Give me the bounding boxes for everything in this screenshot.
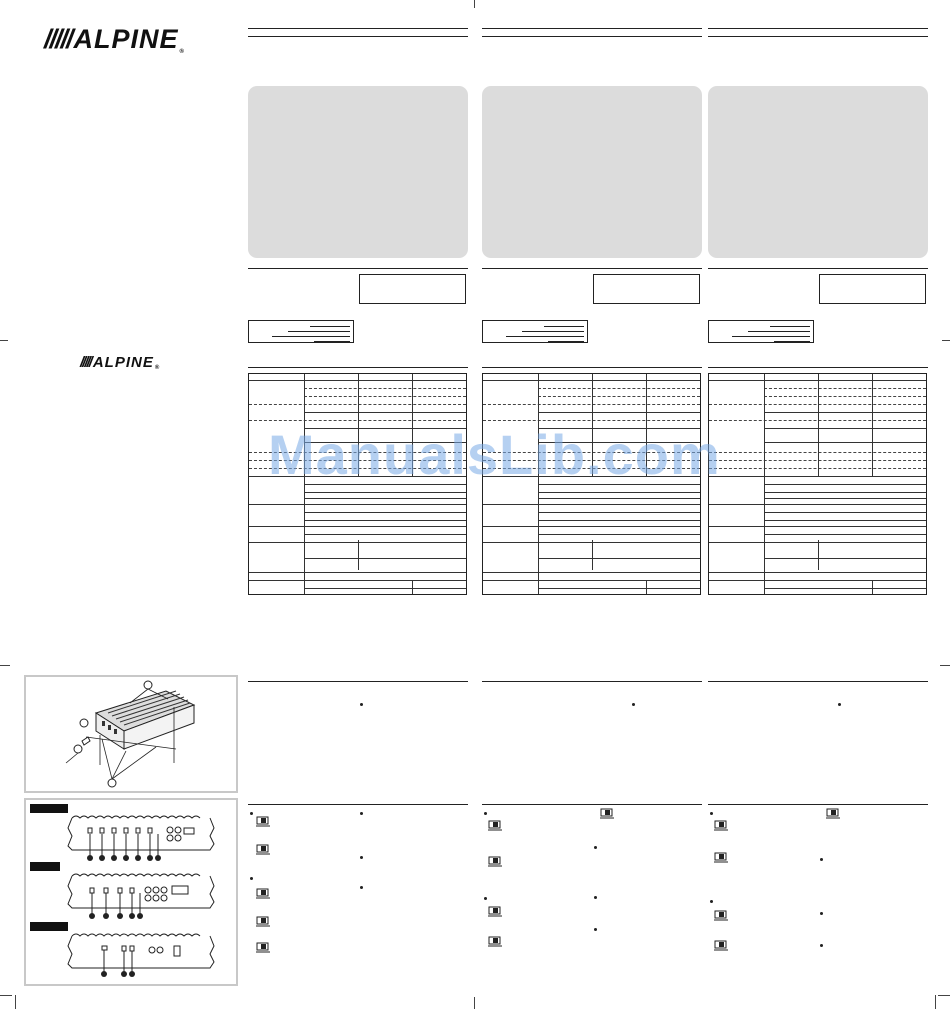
- model-box-line: [288, 331, 350, 332]
- connector-icon: [256, 888, 270, 899]
- model-box-line: [506, 336, 584, 337]
- spec-row-line: [538, 492, 700, 493]
- spec-row-line: [304, 396, 466, 397]
- spec-row-line: [483, 580, 700, 581]
- spec-row-line: [764, 492, 926, 493]
- spec-row-line: [538, 396, 700, 397]
- warning-box: [819, 274, 926, 304]
- spec-rule: [248, 367, 468, 368]
- spec-row-line: [483, 572, 700, 573]
- section-rule: [248, 268, 468, 269]
- spec-row-line: [764, 520, 926, 521]
- spec-row-line: [538, 558, 700, 559]
- language-column: [248, 0, 468, 1009]
- alpine-logo-small: [80, 354, 160, 371]
- model-box-line: [774, 341, 810, 342]
- crop-mark: [940, 665, 950, 666]
- connector-icon: [256, 942, 270, 953]
- spec-row-line: [249, 572, 466, 573]
- spec-rule: [482, 367, 702, 368]
- spec-row-line: [304, 412, 466, 413]
- spec-row-line: [764, 588, 926, 589]
- model-box-line: [732, 336, 810, 337]
- spec-row-line: [764, 428, 926, 429]
- header-rule: [248, 28, 468, 29]
- connector-icon: [600, 808, 614, 819]
- spec-row-line: [764, 396, 926, 397]
- connector-icon: [714, 820, 728, 831]
- spec-column-line: [592, 540, 593, 570]
- spec-column-line: [358, 540, 359, 570]
- spec-column-line: [872, 374, 873, 476]
- model-box-line: [272, 336, 350, 337]
- amplifier-mounting-illustration: [26, 677, 236, 791]
- connector-icon: [256, 816, 270, 827]
- model-box-line: [548, 341, 584, 342]
- crop-mark: [15, 995, 16, 1009]
- connections-rule: [248, 804, 468, 805]
- installation-rule: [248, 681, 468, 682]
- spec-column-line: [412, 580, 413, 594]
- model-box: [248, 320, 354, 343]
- spec-row-line: [709, 580, 926, 581]
- bullet-icon: [360, 703, 363, 706]
- connector-icon: [256, 844, 270, 855]
- spec-row-line: [538, 520, 700, 521]
- bullet-icon: [632, 703, 635, 706]
- logo-stripes: /////: [80, 354, 91, 371]
- connector-icon: [488, 820, 502, 831]
- connector-icon: [714, 940, 728, 951]
- spec-column-line: [872, 580, 873, 594]
- bullet-icon: [360, 856, 363, 859]
- connector-icon: [488, 906, 502, 917]
- header-rule: [708, 36, 928, 37]
- logo-text: ALPINE: [73, 24, 179, 54]
- model-box-line: [544, 326, 584, 327]
- spec-row-line: [249, 526, 466, 527]
- spec-row-line: [764, 412, 926, 413]
- connector-icon: [488, 936, 502, 947]
- crop-mark: [474, 0, 475, 8]
- intro-gray-box: [708, 86, 928, 258]
- spec-row-line: [304, 512, 466, 513]
- specification-table: [708, 373, 927, 595]
- bullet-icon: [594, 896, 597, 899]
- spec-row-line: [249, 504, 466, 505]
- spec-row-line: [304, 498, 466, 499]
- bullet-icon: [484, 812, 487, 815]
- crop-mark: [938, 995, 950, 996]
- section-rule: [708, 268, 928, 269]
- logo-stripes: /////: [44, 24, 72, 54]
- model-box-line: [310, 326, 350, 327]
- spec-row-line: [764, 558, 926, 559]
- bullet-icon: [594, 928, 597, 931]
- amplifier-panel-diagrams: [26, 800, 236, 984]
- installation-rule: [708, 681, 928, 682]
- bullet-icon: [820, 912, 823, 915]
- spec-rule: [708, 367, 928, 368]
- spec-row-line: [538, 588, 700, 589]
- spec-column-line: [646, 580, 647, 594]
- spec-row-line: [538, 498, 700, 499]
- language-column: [708, 0, 928, 1009]
- callout-icon: [144, 681, 152, 689]
- section-rule: [482, 268, 702, 269]
- logo-text: ALPINE: [92, 354, 154, 371]
- connector-icon: [826, 808, 840, 819]
- crop-mark: [0, 340, 8, 341]
- registered-mark: ®: [154, 365, 161, 371]
- registered-mark: ®: [179, 49, 185, 55]
- connections-rule: [482, 804, 702, 805]
- spec-row-line: [709, 526, 926, 527]
- spec-row-line: [304, 520, 466, 521]
- spec-row-line: [764, 442, 926, 443]
- bullet-icon: [594, 846, 597, 849]
- warning-box: [593, 274, 700, 304]
- spec-row-line: [483, 526, 700, 527]
- spec-row-line: [764, 498, 926, 499]
- bullet-icon: [820, 858, 823, 861]
- intro-gray-box: [248, 86, 468, 258]
- bullet-icon: [484, 897, 487, 900]
- crop-mark: [935, 995, 936, 1009]
- connections-rule: [708, 804, 928, 805]
- spec-row-line: [304, 588, 466, 589]
- model-box: [708, 320, 814, 343]
- bullet-icon: [838, 703, 841, 706]
- model-box-line: [748, 331, 810, 332]
- bullet-icon: [820, 944, 823, 947]
- connector-icon: [714, 910, 728, 921]
- connector-icon: [488, 856, 502, 867]
- spec-row-line: [764, 388, 926, 389]
- model-box: [482, 320, 588, 343]
- spec-row-line: [709, 476, 926, 477]
- spec-column-line: [818, 540, 819, 570]
- warning-box: [359, 274, 466, 304]
- installation-illustration-panel: [24, 675, 238, 793]
- spec-row-line: [764, 512, 926, 513]
- spec-row-line: [709, 572, 926, 573]
- watermark: ManualsLib.com: [268, 423, 721, 486]
- connector-icon: [256, 916, 270, 927]
- bullet-icon: [250, 812, 253, 815]
- spec-row-line: [764, 484, 926, 485]
- bullet-icon: [360, 886, 363, 889]
- header-rule: [482, 36, 702, 37]
- spec-row-line: [249, 580, 466, 581]
- spec-row-line: [304, 534, 466, 535]
- spec-row-line: [538, 534, 700, 535]
- crop-mark: [942, 340, 950, 341]
- intro-gray-box: [482, 86, 702, 258]
- spec-row-line: [538, 512, 700, 513]
- installation-rule: [482, 681, 702, 682]
- model-box-line: [314, 341, 350, 342]
- spec-row-line: [538, 388, 700, 389]
- spec-row-line: [483, 504, 700, 505]
- bullet-icon: [250, 877, 253, 880]
- spec-row-line: [709, 504, 926, 505]
- header-rule: [482, 28, 702, 29]
- model-box-line: [770, 326, 810, 327]
- spec-column-line: [764, 374, 765, 594]
- crop-mark: [0, 995, 12, 996]
- spec-column-line: [818, 374, 819, 476]
- spec-row-line: [304, 558, 466, 559]
- header-rule: [248, 36, 468, 37]
- model-box-line: [522, 331, 584, 332]
- connector-icon: [714, 852, 728, 863]
- spec-row-line: [764, 534, 926, 535]
- bullet-icon: [710, 900, 713, 903]
- crop-mark: [0, 665, 10, 666]
- alpine-logo-large: [44, 24, 185, 55]
- bullet-icon: [710, 812, 713, 815]
- connection-diagram-panel: [24, 798, 238, 986]
- spec-row-line: [538, 412, 700, 413]
- language-column: [482, 0, 702, 1009]
- crop-mark: [474, 997, 475, 1009]
- spec-row-line: [304, 388, 466, 389]
- header-rule: [708, 28, 928, 29]
- spec-row-line: [304, 492, 466, 493]
- bullet-icon: [360, 812, 363, 815]
